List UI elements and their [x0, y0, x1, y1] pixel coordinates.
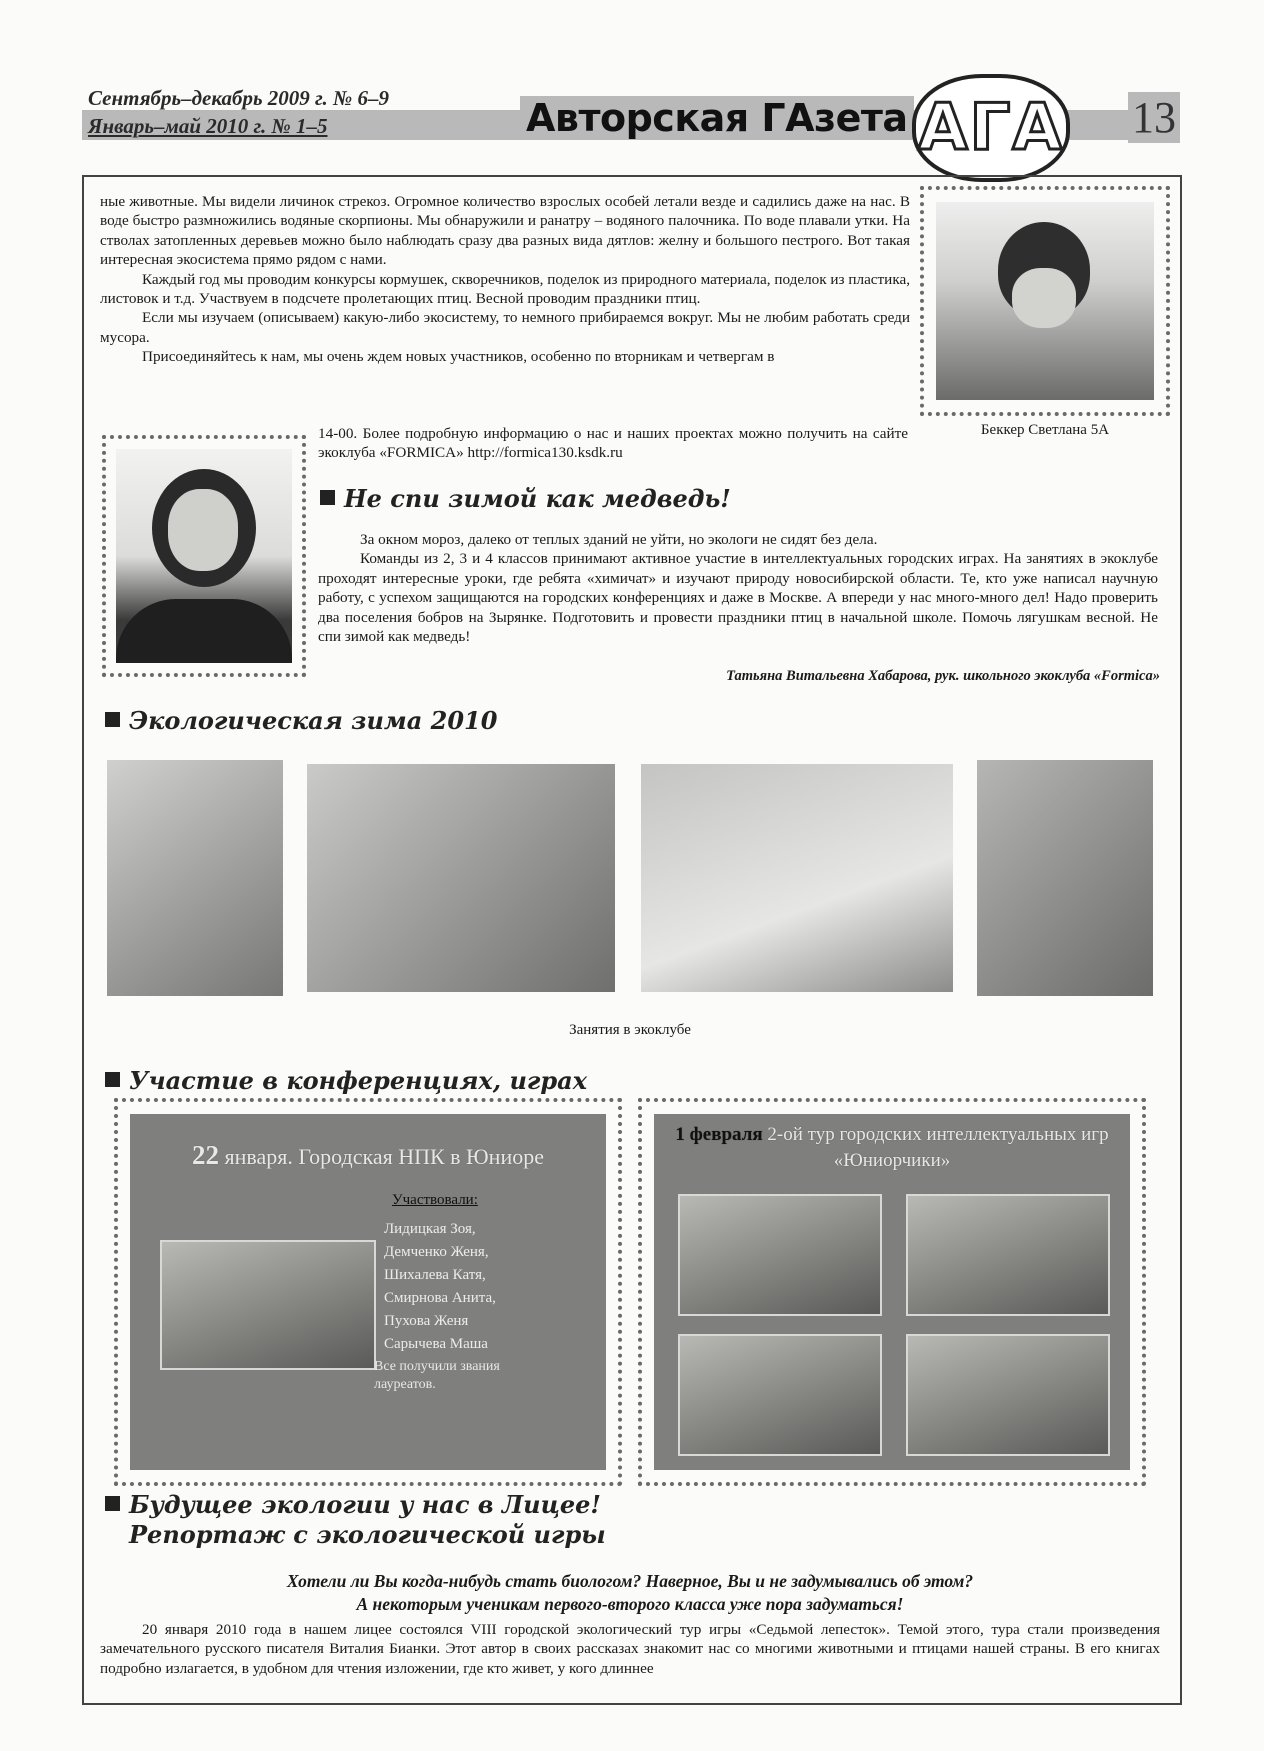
club-photos-caption: Занятия в экоклубе	[569, 1022, 691, 1038]
bullet-square-icon	[105, 1496, 120, 1511]
section-heading-bear	[320, 484, 731, 513]
club-photo-2	[307, 764, 615, 992]
bullet-square-icon	[105, 712, 120, 727]
lead-line: Хотели ли Вы когда-нибудь стать биологом? Наверное, Вы и не задумывались об этом?	[286, 1571, 974, 1591]
newspaper-title: Авторская ГАзета	[520, 96, 914, 140]
bear-section-text	[318, 530, 1158, 646]
slide-2-title	[674, 1122, 1110, 1174]
participants-label: Участвовали:	[392, 1192, 478, 1208]
participant-name: Демченко Женя,	[384, 1244, 489, 1260]
lead-line: А некоторым ученикам первого-второго класса уже пора задуматься!	[356, 1594, 904, 1614]
participant-name: Шихалева Катя,	[384, 1267, 486, 1283]
section-heading-future	[105, 1490, 606, 1550]
slide-1-date: 22	[192, 1140, 219, 1170]
newspaper-logo: АГА	[912, 74, 1070, 182]
section-heading-text: Участие в конференциях, играх	[129, 1066, 588, 1095]
issue-line-1: Сентябрь–декабрь 2009 г. № 6–9	[88, 86, 389, 110]
slide-2-photo-4	[906, 1334, 1110, 1456]
slide-1-frame	[114, 1098, 622, 1486]
section-subheading: Репортаж с экологической игры	[129, 1520, 606, 1549]
slide-2-photo-3	[678, 1334, 882, 1456]
girl-photo	[936, 202, 1154, 400]
participants-list	[384, 1218, 496, 1356]
slide-1-title	[130, 1140, 606, 1171]
teacher-photo-frame	[102, 435, 306, 677]
bullet-square-icon	[105, 1072, 120, 1087]
lead-text	[100, 1570, 1160, 1616]
intro-paragraph: ные животные. Мы видели личинок стрекоз. Огромное количество взрослых особей летали везде и садились даже на нас. В воде быстро размножились водяные скорпионы. Мы обнаружили и ранатру – водяного палочника. По воде плавали утки. На стволах затопленных деревьев можно было наблюдать сразу два разных вида дятлов: желну и большого пестрого. Вот такая интересная экосистема прямо рядом с нами.	[100, 193, 910, 269]
slide-1-note: Все получили звания лауреатов.	[374, 1359, 500, 1392]
slide-2	[654, 1114, 1130, 1470]
club-photo-3	[641, 764, 953, 992]
slide-2-frame	[638, 1098, 1146, 1486]
section-heading-text: Экологическая зима 2010	[129, 706, 498, 735]
intro-paragraph: Присоединяйтесь к нам, мы очень ждем новых участников, особенно по вторникам и четвергам в	[142, 348, 775, 366]
slide-1-title-text: января. Городская НПК в Юниоре	[224, 1144, 544, 1169]
section-heading-conferences	[105, 1066, 587, 1095]
slide-1-photo	[160, 1240, 376, 1370]
club-photo-1	[107, 760, 283, 996]
intro-paragraph: Если мы изучаем (описываем) какую-либо экосистему, то немного прибираемся вокруг. Мы не любим работать среди мусора.	[100, 309, 910, 346]
participant-name: Лидицкая Зоя,	[384, 1221, 476, 1237]
bear-paragraph: За окном мороз, далеко от теплых зданий не уйти, но экологи не сидят без дела.	[360, 531, 878, 548]
issue-line-2: Январь–май 2010 г. № 1–5	[88, 114, 328, 138]
bullet-square-icon	[320, 490, 335, 505]
intro-tail: 14-00. Более подробную информацию о нас и наших проектах можно получить на сайте экоклуба «FORMICA» http://formica130.ksdk.ru	[318, 425, 908, 462]
slide-2-date: 1 февраля	[675, 1124, 763, 1145]
participant-name: Сарычева Маша	[384, 1336, 488, 1352]
girl-photo-frame	[920, 186, 1170, 416]
intro-text	[100, 192, 910, 367]
section-heading-text: Не спи зимой как медведь!	[344, 484, 731, 513]
bear-paragraph: Команды из 2, 3 и 4 классов принимают активное участие в интеллектуальных городских играх. На занятиях в экоклубе проходят интересные уроки, где ребята «химичат» и изучают природу новосибирской области. Те, кто уже написал научную работу, с успехом защищаются на городских конференциях и даже в Москве. А впереди у нас много-много дел! Надо проверить два поселения бобров на Зырянке. Подготовить и провести праздники птиц в начальной школе. Помочь лягушкам весной. Не спи зимой как медведь!	[318, 550, 1158, 646]
face-shape	[168, 489, 238, 571]
section-heading-text: Будущее экологии у нас в Лицее!	[129, 1490, 601, 1519]
participant-name: Пухова Женя	[384, 1313, 469, 1329]
teacher-photo	[116, 449, 292, 663]
intro-paragraph: Каждый год мы проводим конкурсы кормушек, скворечников, поделок из природного материала, поделок из пластика, листовок и т.д. Участвуем в подсчете пролетающих птиц. Весной проводим праздники птиц.	[100, 270, 910, 308]
club-photo-4	[977, 760, 1153, 996]
girl-photo-caption: Беккер Светлана 5А	[980, 422, 1110, 438]
shoulders-shape	[116, 599, 292, 663]
page-number: 13	[1128, 92, 1180, 143]
slide-1	[130, 1114, 606, 1470]
slide-2-title-text: 2-ой тур городских интеллектуальных игр «Юниорчики»	[767, 1124, 1109, 1171]
slide-2-photo-1	[678, 1194, 882, 1316]
section-heading-winter	[105, 706, 497, 735]
future-text: 20 января 2010 года в нашем лицее состоялся VIII городской экологический тур игры «Седьмой лепесток». Темой этого, тура стали произведения замечательного русского писателя Виталия Бианки. Этот автор в своих рассказах знакомит нас со многими животными и птицами нашей страны. В его книгах подробно излагается, в удобном для чтения изложении, где кто живет, у кого длиннее	[100, 1621, 1160, 1677]
face-shape	[1012, 268, 1076, 328]
author-signature: Татьяна Витальевна Хабарова, рук. школьного экоклуба «Formica»	[726, 668, 1160, 684]
participant-name: Смирнова Анита,	[384, 1290, 496, 1306]
slide-2-photo-2	[906, 1194, 1110, 1316]
